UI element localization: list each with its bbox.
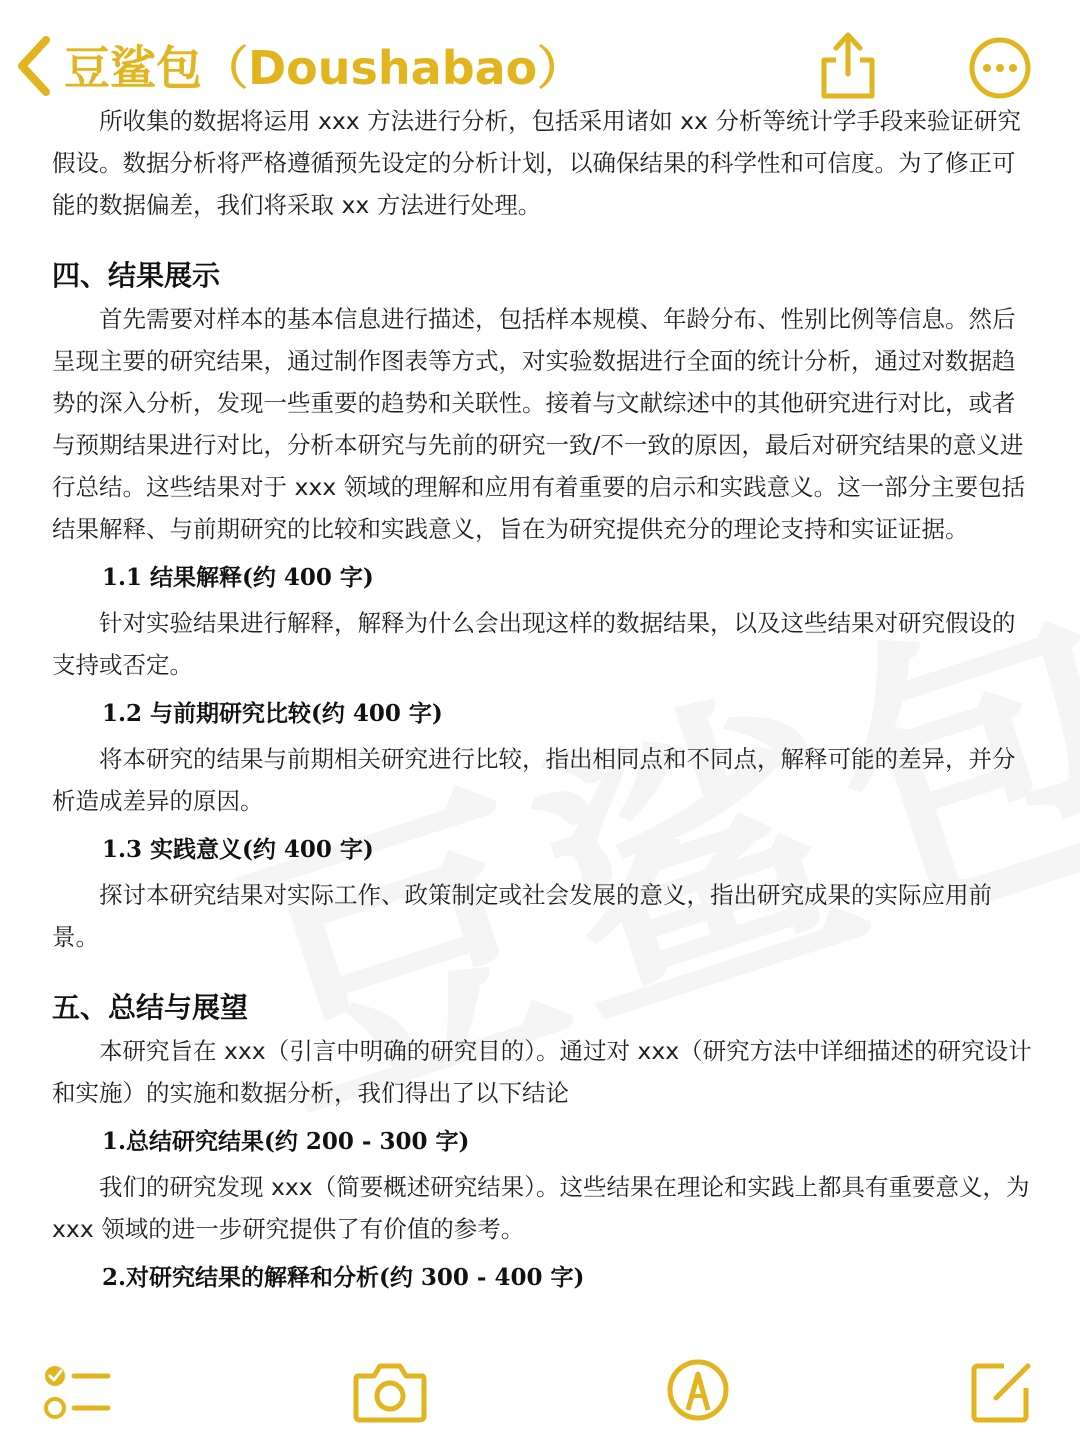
subsection-1-1-heading: 1.1 结果解释(约 400 字) [102,564,374,591]
summary-1-heading: 1.总结研究结果(约 200 - 300 字) [102,1128,470,1155]
section-5-paragraph: 本研究旨在 xxx（引言中明确的研究目的）。通过对 xxx（研究方法中详细描述的研究设计和实施）的实施和数据分析，我们得出了以下结论 [52,1037,1032,1107]
compose-button[interactable] [970,1358,1034,1428]
markup-button[interactable] [666,1358,730,1426]
checklist-button[interactable] [42,1358,112,1432]
checklist-icon [42,1358,112,1428]
bottom-toolbar [0,1346,1080,1440]
camera-button[interactable] [352,1358,428,1428]
note-body[interactable] [52,100,1032,1302]
summary-2-heading: 2.对研究结果的解释和分析(约 300 - 400 字) [102,1264,585,1291]
markup-pen-icon [666,1358,730,1422]
compose-icon [970,1358,1034,1424]
note-title: 豆鲨包（Doushabao） [64,41,584,95]
share-icon [818,30,878,100]
subsection-1-2-paragraph: 将本研究的结果与前期相关研究进行比较，指出相同点和不同点，解释可能的差异，并分析造成差异的原因。 [52,745,1016,815]
more-icon [968,36,1032,100]
more-button[interactable] [968,36,1032,100]
subsection-1-3-heading: 1.3 实践意义(约 400 字) [102,836,374,863]
back-button[interactable] [14,34,54,98]
top-nav-bar [0,0,1080,112]
section-5-heading: 五、总结与展望 [52,991,249,1024]
summary-1-paragraph: 我们的研究发现 xxx（简要概述研究结果）。这些结果在理论和实践上都具有重要意义，为 xxx 领域的进一步研究提供了有价值的参考。 [52,1173,1030,1243]
section-4-paragraph: 首先需要对样本的基本信息进行描述，包括样本规模、年龄分布、性别比例等信息。然后呈现主要的研究结果，通过制作图表等方式，对实验数据进行全面的统计分析，通过对数据趋势的深入分析，发现一些重要的趋势和关联性。接着与文献综述中的其他研究进行对比，或者与预期结果进行对比，分析本研究与先前的研究一致/不一致的原因，最后对研究结果的意义进行总结。这些结果对于 xxx 领域的理解和应用有着重要的启示和实践意义。这一部分主要包括结果解释、与前期研究的比较和实践意义，旨在为研究提供充分的理论支持和实证证据。 [52,305,1026,543]
subsection-1-1-paragraph: 针对实验结果进行解释，解释为什么会出现这样的数据结果，以及这些结果对研究假设的支持或否定。 [52,609,1016,679]
chevron-left-icon [14,34,54,98]
subsection-1-3-paragraph: 探讨本研究结果对实际工作、政策制定或社会发展的意义，指出研究成果的实际应用前景。 [52,881,992,951]
section-4-heading: 四、结果展示 [52,259,221,292]
subsection-1-2-heading: 1.2 与前期研究比较(约 400 字) [102,700,443,727]
camera-icon [352,1358,428,1424]
intro-paragraph: 所收集的数据将运用 xxx 方法进行分析，包括采用诸如 xx 分析等统计学手段来验证研究假设。数据分析将严格遵循预先设定的分析计划，以确保结果的科学性和可信度。为了修正可能的数据偏差，我们将采取 xx 方法进行处理。 [52,107,1021,219]
share-button[interactable] [818,30,878,100]
